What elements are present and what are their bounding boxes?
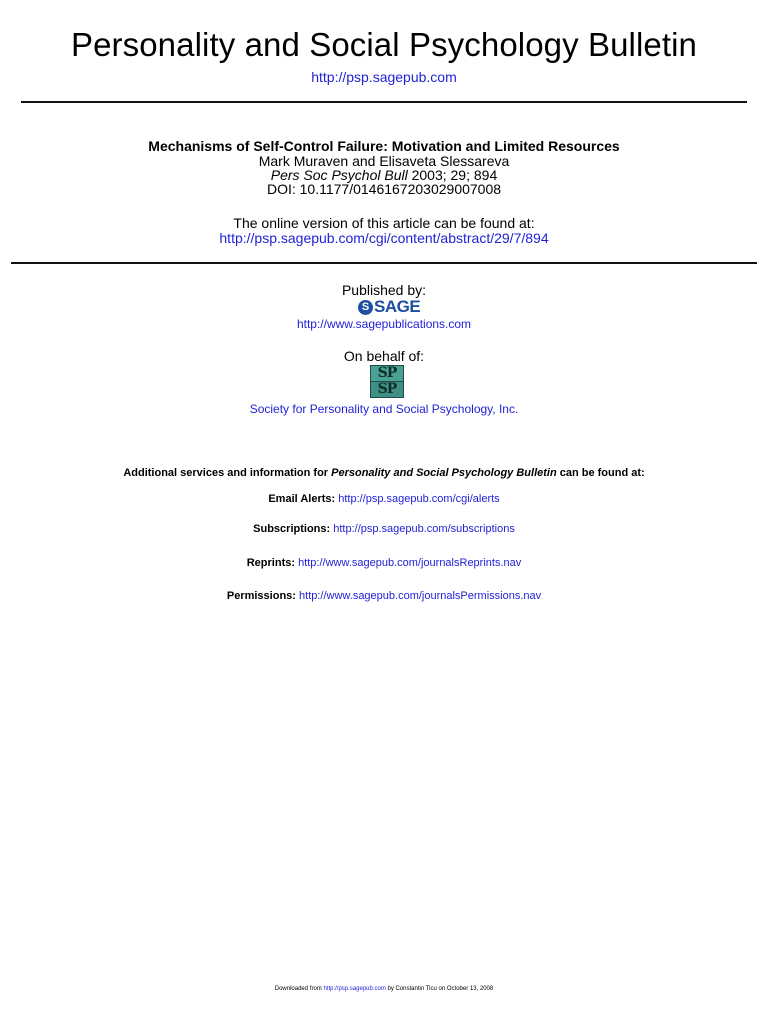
footer-suffix: by Constantin Ticu on October 13, 2008 bbox=[385, 986, 494, 992]
published-by-label: Published by: bbox=[341, 282, 427, 298]
publisher-url-link[interactable]: http://www.sagepublications.com bbox=[296, 317, 472, 331]
permissions-row bbox=[0, 589, 768, 603]
additional-services-intro bbox=[0, 466, 768, 480]
subscriptions-row bbox=[0, 522, 768, 536]
society-link-wrap bbox=[0, 402, 768, 417]
subscriptions-label: Subscriptions: bbox=[253, 523, 331, 535]
sage-logo bbox=[358, 297, 420, 317]
on-behalf-of-label: On behalf of: bbox=[343, 348, 425, 364]
article-citation bbox=[0, 168, 768, 182]
footer-url-link[interactable]: http://psp.sagepub.com bbox=[323, 986, 386, 992]
online-version-label: The online version of this article can be found at: bbox=[233, 215, 535, 231]
article-title: Mechanisms of Self-Control Failure: Motivation and Limited Resources bbox=[148, 138, 620, 154]
sage-logo-mark-icon: S bbox=[358, 300, 373, 315]
online-version-link[interactable]: http://psp.sagepub.com/cgi/content/abstract/29/7/894 bbox=[219, 230, 549, 246]
online-version-link-wrap bbox=[0, 231, 768, 246]
publisher-url-link-wrap bbox=[0, 317, 768, 332]
permissions-link[interactable]: http://www.sagepub.com/journalsPermissions.nav bbox=[299, 590, 542, 602]
citation-journal: Pers Soc Psychol Bull bbox=[270, 167, 408, 183]
download-footer bbox=[0, 985, 768, 993]
top-divider bbox=[21, 101, 747, 103]
article-authors: Mark Muraven and Elisaveta Slessareva bbox=[258, 153, 510, 169]
society-link[interactable]: Society for Personality and Social Psychology, Inc. bbox=[249, 402, 519, 416]
footer-prefix: Downloaded from bbox=[274, 986, 324, 992]
email-alerts-link[interactable]: http://psp.sagepub.com/cgi/alerts bbox=[338, 493, 500, 505]
sage-logo-text: SAGE bbox=[374, 297, 421, 316]
reprints-label: Reprints: bbox=[246, 557, 296, 569]
spsp-logo-bottom: SP bbox=[377, 381, 397, 397]
services-intro-suffix: can be found at: bbox=[556, 467, 645, 479]
journal-title: Personality and Social Psychology Bulletin bbox=[70, 26, 698, 63]
spsp-logo bbox=[370, 365, 404, 398]
services-intro-prefix: Additional services and information for bbox=[123, 467, 332, 479]
article-doi: DOI: 10.1177/0146167203029007008 bbox=[266, 181, 502, 197]
reprints-link[interactable]: http://www.sagepub.com/journalsReprints.nav bbox=[298, 557, 522, 569]
permissions-label: Permissions: bbox=[226, 590, 296, 602]
journal-url-link-wrap bbox=[0, 68, 768, 86]
services-intro-journal: Personality and Social Psychology Bulletin bbox=[331, 467, 557, 479]
email-alerts-label: Email Alerts: bbox=[268, 493, 336, 505]
reprints-row bbox=[0, 556, 768, 570]
email-alerts-row bbox=[0, 492, 768, 506]
subscriptions-link[interactable]: http://psp.sagepub.com/subscriptions bbox=[333, 523, 515, 535]
citation-volume: 2003; 29; 894 bbox=[407, 167, 498, 183]
middle-divider bbox=[11, 262, 757, 264]
journal-url-link[interactable]: http://psp.sagepub.com bbox=[311, 69, 457, 85]
spsp-logo-top: SP bbox=[371, 366, 403, 382]
